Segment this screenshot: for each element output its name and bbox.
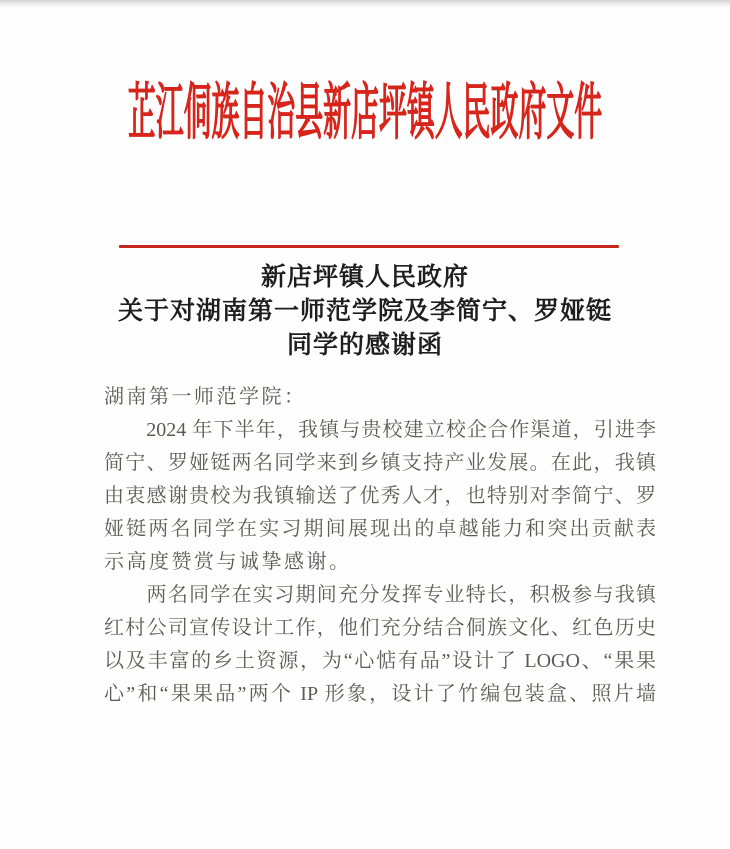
document-title-line-2: 关于对湖南第一师范学院及李简宁、罗娅铤 [117, 298, 612, 325]
letterhead-title: 芷江侗族自治县新店坪镇人民政府文件 [127, 79, 603, 148]
letter-body [104, 381, 656, 711]
red-divider [119, 245, 619, 248]
body-line: 两名同学在实习期间充分发挥专业特长，积极参与我镇 [104, 584, 656, 606]
body-line: 由衷感谢贵校为我镇输送了优秀人才，也特别对李简宁、罗 [104, 485, 656, 507]
body-line: 2024 年下半年，我镇与贵校建立校企合作渠道，引进李 [104, 419, 656, 441]
document-title-line-1: 新店坪镇人民政府 [260, 264, 469, 291]
letterhead [0, 79, 730, 148]
body-line: 红村公司宣传设计工作，他们充分结合侗族文化、红色历史 [104, 617, 656, 639]
body-line: 心”和“果果品”两个 IP 形象，设计了竹编包装盒、照片墙 [104, 683, 656, 705]
body-line: 示高度赞赏与诚挚感谢。 [104, 551, 352, 573]
salutation: 湖南第一师范学院： [104, 386, 307, 408]
document-title-line-3: 同学的感谢函 [286, 332, 443, 359]
scan-edge-shadow [0, 0, 730, 8]
body-line: 简宁、罗娅铤两名同学来到乡镇支持产业发展。在此，我镇 [104, 452, 656, 474]
document-title [0, 261, 730, 363]
body-line: 娅铤两名同学在实习期间展现出的卓越能力和突出贡献表 [104, 518, 656, 540]
body-line: 以及丰富的乡土资源，为“心惦有品”设计了 LOGO、“果果 [104, 650, 656, 672]
